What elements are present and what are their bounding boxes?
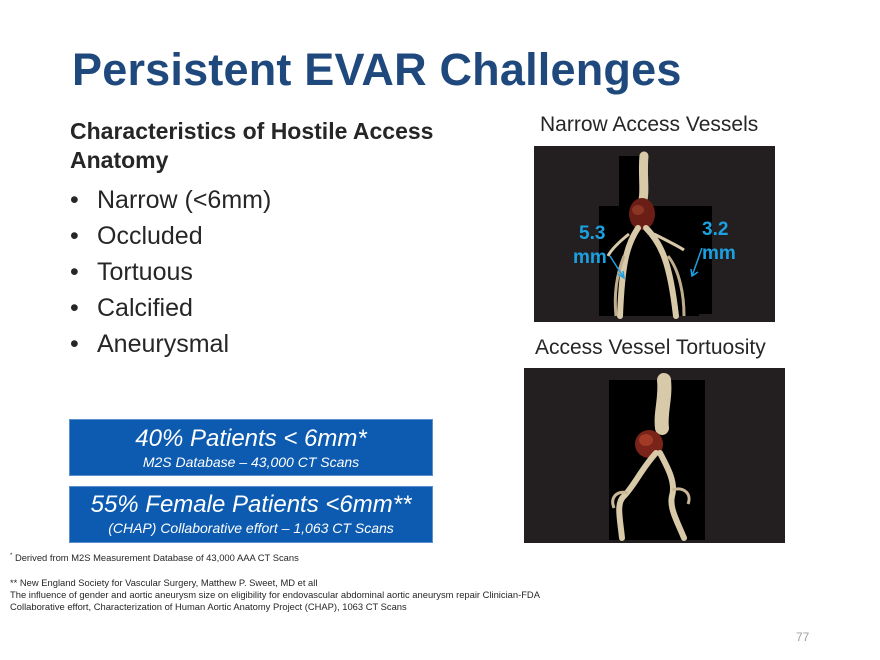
footnote-2 (10, 577, 540, 613)
bullet-icon: • (70, 186, 79, 214)
measurement-right-value: 3.2 (702, 219, 729, 240)
footnote-1-text: Derived from M2S Measurement Database of 43,000 AAA CT Scans (14, 552, 299, 564)
measurement-right (702, 218, 736, 266)
stat-headline: 40% Patients < 6mm* (135, 425, 367, 452)
characteristics-list (70, 182, 271, 362)
footnote-marker: * (10, 553, 13, 559)
ct-image-narrow-vessels (534, 146, 775, 322)
figure-caption-narrow-vessels: Narrow Access Vessels (540, 113, 759, 136)
measurement-right-unit: mm (702, 243, 736, 264)
section-heading: Characteristics of Hostile Access Anatomy (70, 118, 434, 173)
list-item (70, 218, 271, 254)
bullet-icon: • (70, 258, 79, 286)
tortuous-aorta-render-icon (524, 368, 785, 543)
slide-title: Persistent EVAR Challenges (72, 44, 682, 95)
footnote-1 (10, 550, 299, 564)
stat-detail: (CHAP) Collaborative effort – 1,063 CT Scans (108, 520, 394, 536)
stat-box-narrow-patients (69, 419, 433, 476)
stat-box-female-patients (69, 486, 433, 543)
footnote-2-line: The influence of gender and aortic aneurysm size on eligibility for endovascular abdominal aortic aneurysm repair Clinician-FDA (10, 589, 540, 600)
list-item-label: Aneurysmal (97, 330, 229, 358)
footnote-2-line: ** New England Society for Vascular Surgery, Matthew P. Sweet, MD et all (10, 577, 318, 588)
bullet-icon: • (70, 330, 79, 358)
measurement-left-value: 5.3 (579, 223, 606, 244)
aorta-render-icon (534, 146, 775, 322)
footnote-2-line: Collaborative effort, Characterization of Human Aortic Anatomy Project (CHAP), 1063 CT Scans (10, 601, 407, 612)
bullet-icon: • (70, 294, 79, 322)
measurement-left (573, 222, 607, 270)
ct-image-tortuosity (524, 368, 785, 543)
list-item-label: Calcified (97, 294, 193, 322)
list-item (70, 182, 271, 218)
list-item-label: Occluded (97, 222, 203, 250)
figure-caption-tortuosity: Access Vessel Tortuosity (535, 336, 766, 359)
list-item (70, 254, 271, 290)
stat-headline: 55% Female Patients <6mm** (90, 491, 412, 518)
list-item-label: Tortuous (97, 258, 193, 286)
bullet-icon: • (70, 222, 79, 250)
list-item (70, 290, 271, 326)
list-item-label: Narrow (<6mm) (97, 186, 272, 214)
stat-detail: M2S Database – 43,000 CT Scans (142, 454, 360, 470)
page-number: 77 (796, 630, 810, 644)
list-item (70, 326, 271, 362)
measurement-left-unit: mm (573, 247, 607, 268)
